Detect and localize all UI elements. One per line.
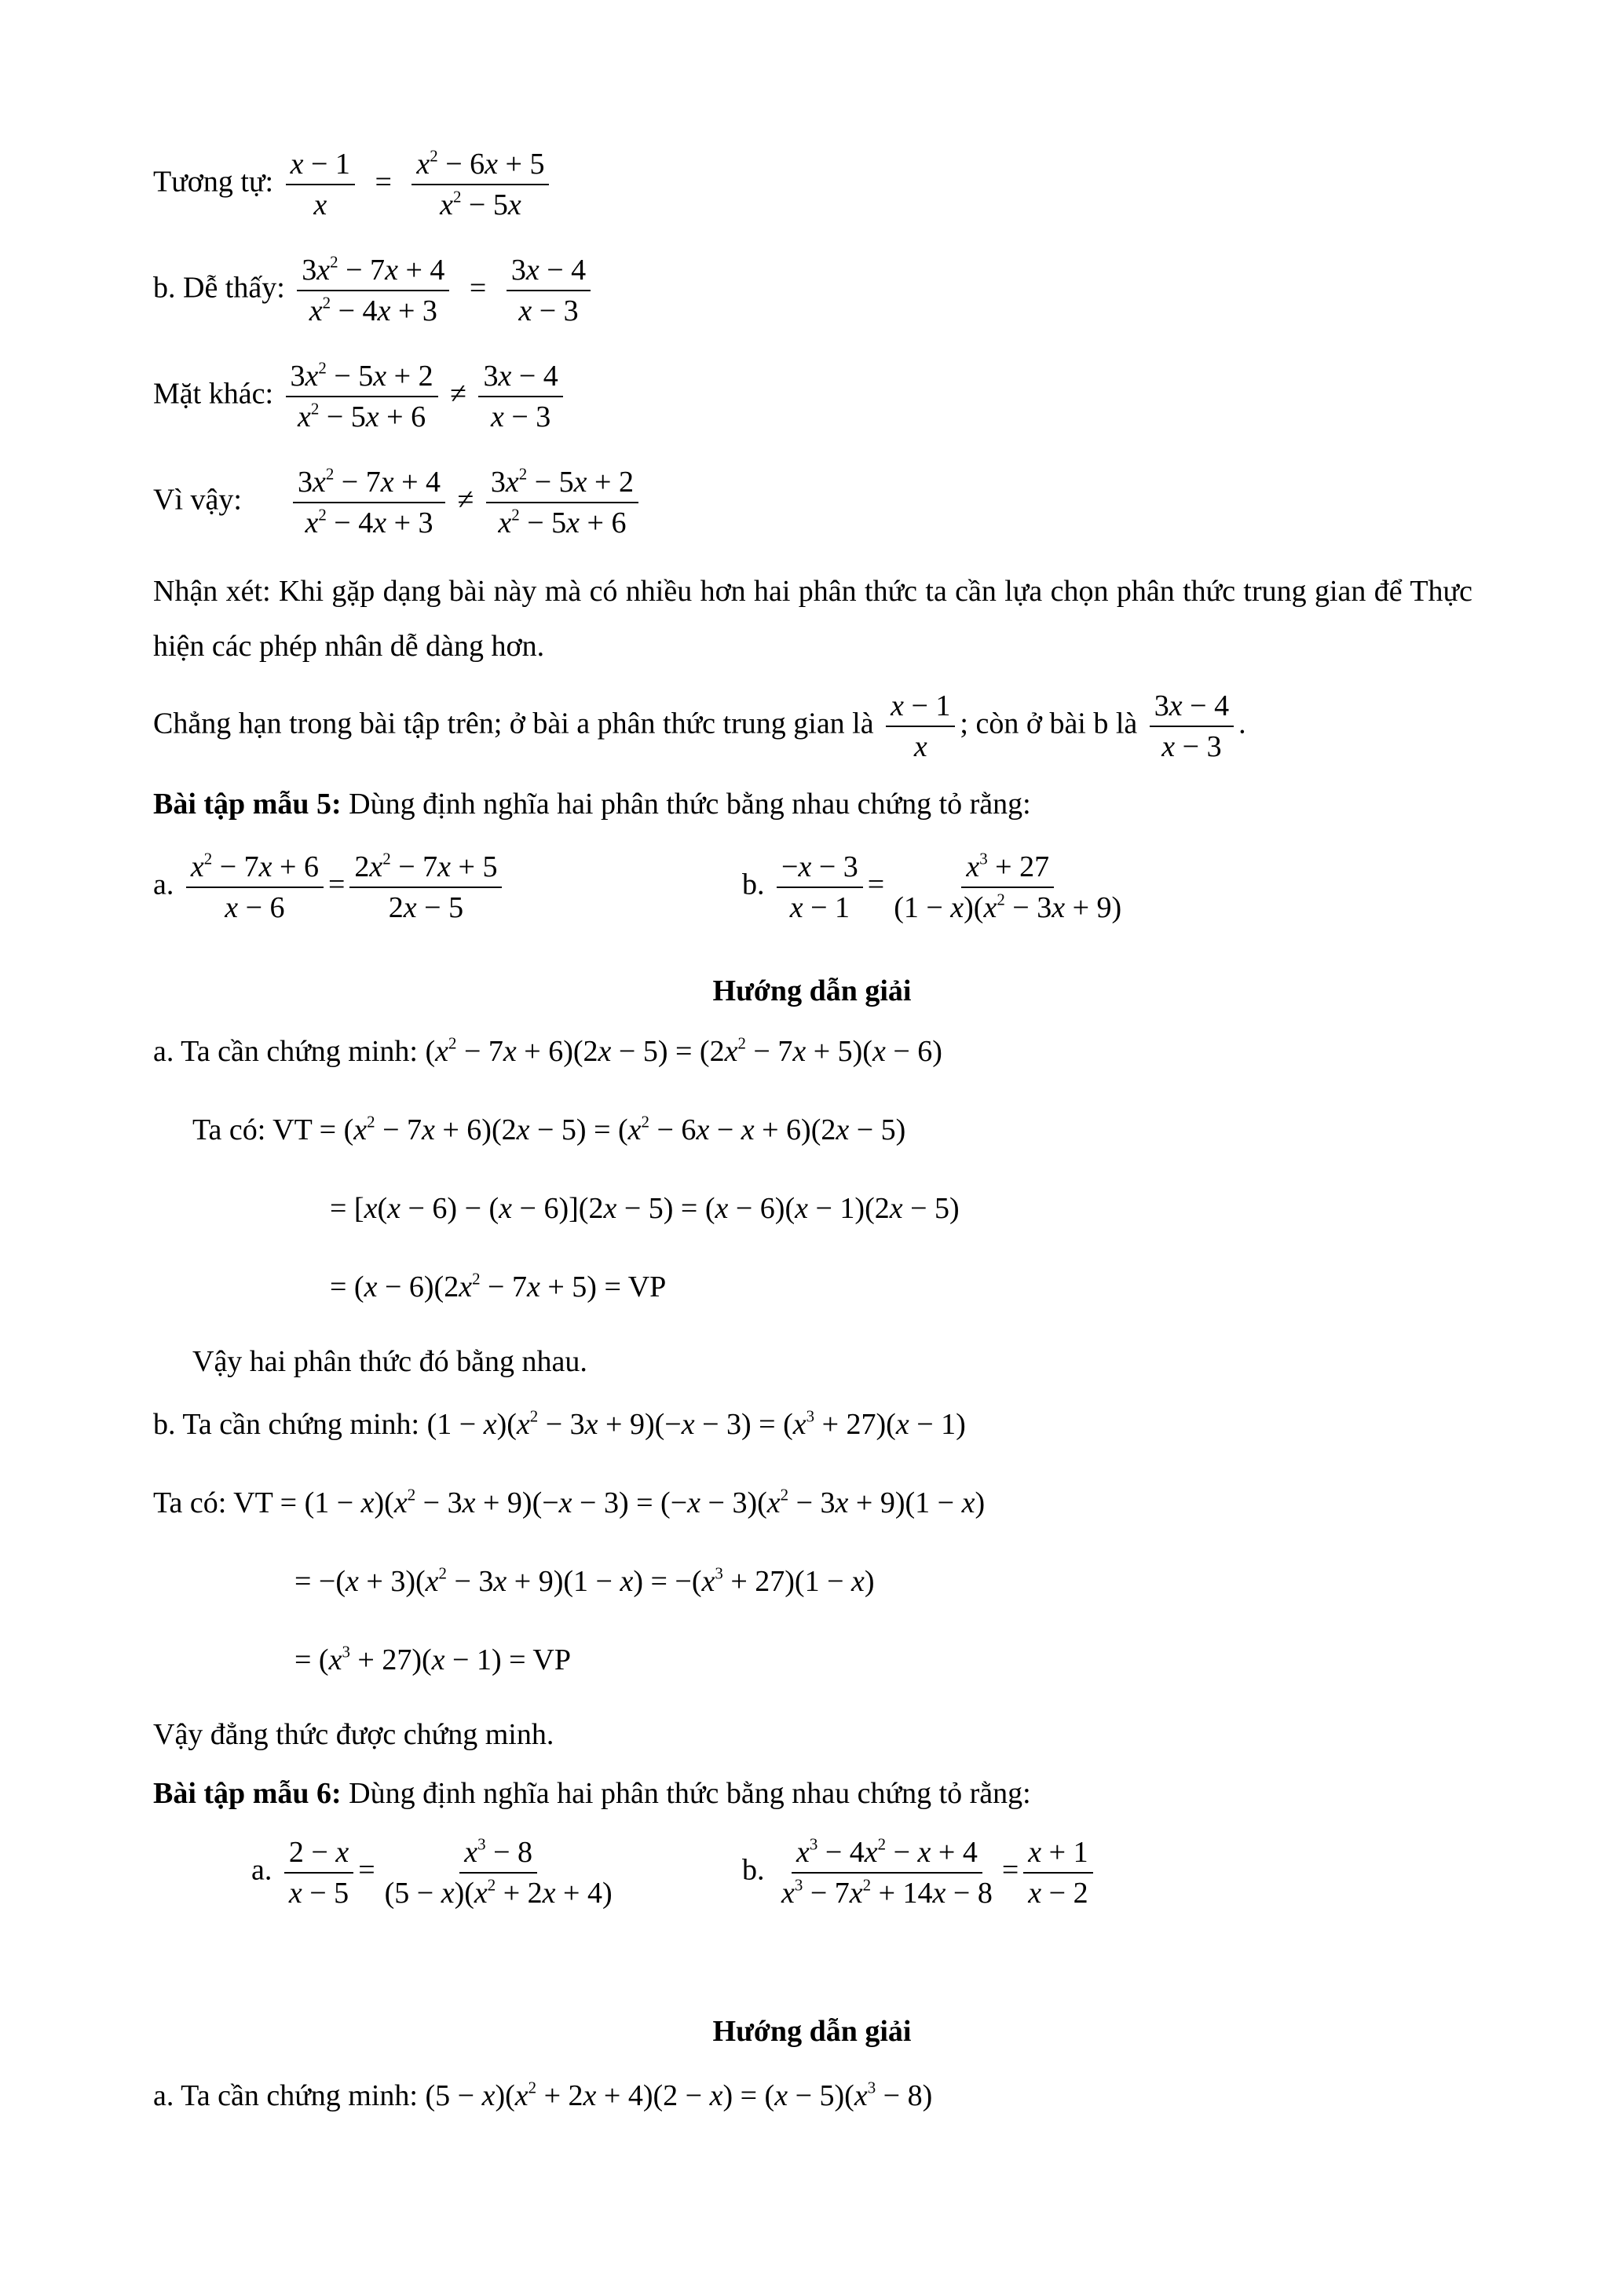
fraction: $\frac{3x - 4}{x - 3}$ [507,255,591,326]
fraction: $\frac{3x^2 - 7x + 4}{x^2 - 4x + 3}$ [297,255,449,326]
fraction: $\frac{x^3 - 8}{(5 - x)(x^2 + 2x + 4)}$ [384,1834,613,1910]
b-can-cm-label: b. Ta cần chứng minh: [153,1408,420,1441]
ta-co-line-1: Ta có: VT = $(x^2 - 7x + 6)(2x - 5) = (x^2 - 6x - x + 6)(2x - 5)$ [192,1112,906,1146]
a6-can-cm-label: a. Ta cần chứng minh: [153,2079,418,2112]
chang-han-text-a: Chẳng hạn trong bài tập trên; ở bài a phân thức trung gian là [153,707,874,740]
de-thay-label: b. Dễ thấy: [153,271,285,305]
bt5-heading [153,789,1031,819]
b-can-cm-line: b. Ta cần chứng minh: $(1 - x)(x^2 - 3x + 9)(-x - 3) = (x^3 + 27)(x - 1)$ [153,1406,966,1441]
fraction: $\frac{-x - 3}{x - 1}$ [777,852,863,923]
bt5-text: Dùng định nghĩa hai phân thức bằng nhau chứng tỏ rằng: [341,788,1031,821]
vi-vay-line: Vì vậy: $\frac{3x^2 - 7x + 4}{x^2 - 4x + 3}$ ≠ $\frac{3x^2 - 5x + 2}{x^2 - 5x + 6}$ [153,467,643,538]
vay-dang-thuc-line: Vậy đẳng thức được chứng minh. [153,1718,554,1751]
bt5-problems: a. $\frac{x^2 - 7x + 6}{x - 6}$ = $\frac{2x^2 - 7x + 5}{2x - 5}$ [153,852,507,923]
tuong-tu-label: Tương tự: [153,165,274,199]
vp-label: VP [627,1270,667,1303]
a6-can-cm-line: a. Ta cần chứng minh: $(5 - x)(x^2 + 2x + 4)(2 - x) = (x - 5)(x^3 - 8)$ [153,2078,933,2112]
chang-han-line: Chẳng hạn trong bài tập trên; ở bài a phân thức trung gian là $\frac{x - 1}{x}$ ; còn ở bài b là $\frac{3x - 4}{x - 3}$ . [153,689,1246,763]
fraction: $\frac{2 - x}{x - 5}$ [284,1837,353,1908]
a-can-cm-line: a. Ta cần chứng minh: $(x^2 - 7x + 6)(2x - 5) = (2x^2 - 7x + 5)(x - 6)$ [153,1033,942,1068]
tuong-tu-line: Tương tự: $\frac{x - 1}{x}$ = $\frac{x^2 - 6x + 5}{x^2 - 5x}$ [153,149,554,220]
huong-dan-heading-2: Hướng dẫn giải [712,2015,912,2048]
fraction: $\frac{3x - 4}{x - 3}$ [1150,691,1234,762]
a-label: a. [153,868,174,901]
huong-dan-heading-1: Hướng dẫn giải [712,974,912,1007]
ta-co-b-line-1: Ta có: VT = $(1 - x)(x^2 - 3x + 9)(-x - 3) = (-x - 3)(x^2 - 3x + 9)(1 - x)$ [153,1485,986,1519]
a-label: a. [251,1853,272,1887]
bt6-text: Dùng định nghĩa hai phân thức bằng nhau chứng tỏ rằng: [341,1777,1031,1810]
ta-co-label: Ta có: VT [192,1113,313,1146]
fraction: $\frac{3x^2 - 5x + 2}{x^2 - 5x + 6}$ [486,467,638,538]
fraction: $\frac{x - 1}{x}$ [286,149,355,220]
vp-label: VP [532,1643,571,1676]
ta-co-line-3: = $(x - 6)(2x^2 - 7x + 5)$ = VP [330,1269,667,1303]
bt5-title: Bài tập mẫu 5: [153,788,342,821]
vi-vay-label: Vì vậy: [153,483,242,517]
mat-khac-label: Mặt khác: [153,377,274,411]
fraction: $\frac{x^2 - 7x + 6}{x - 6}$ [186,852,324,923]
b-label: b. [742,1853,765,1887]
bt6-heading [153,1779,1031,1808]
b-label: b. [742,868,765,901]
chang-han-text-b: ; còn ở bài b là [960,707,1138,740]
fraction: $\frac{x^3 - 4x^2 - x + 4}{x^3 - 7x^2 + 14x - 8}$ [781,1834,993,1910]
nhan-xet-paragraph: Nhận xét: Khi gặp dạng bài này mà có nhiều hơn hai phân thức ta cần lựa chọn phân thức trung gian để Thực hiện các phép nhân dễ dàng hơn. [153,575,1472,663]
bt5-problem-b: b. $\frac{-x - 3}{x - 1}$ = $\frac{x^3 + 27}{(1 - x)(x^2 - 3x + 9)}$ [742,852,1131,923]
fraction: $\frac{x^2 - 6x + 5}{x^2 - 5x}$ [411,149,549,220]
fraction: $\frac{3x^2 - 7x + 4}{x^2 - 4x + 3}$ [293,467,445,538]
fraction: $\frac{3x^2 - 5x + 2}{x^2 - 5x + 6}$ [286,361,438,432]
ta-co-b-line-3: = $(x^3 + 27)(x - 1)$ = VP [294,1642,571,1676]
fraction: $\frac{x - 1}{x}$ [886,691,955,762]
fraction: $\frac{2x^2 - 7x + 5}{2x - 5}$ [349,852,502,923]
a-can-cm-label: a. Ta cần chứng minh: [153,1035,418,1068]
bt6-problem-a: a. $\frac{2 - x}{x - 5}$ = $\frac{x^3 - 8}{(5 - x)(x^2 + 2x + 4)}$ [251,1837,622,1908]
bt6-problem-b: b. $\frac{x^3 - 4x^2 - x + 4}{x^3 - 7x^2 + 14x - 8}$ = $\frac{x + 1}{x - 2}$ [742,1837,1098,1908]
mat-khac-line: Mặt khác: $\frac{3x^2 - 5x + 2}{x^2 - 5x + 6}$ ≠ $\frac{3x - 4}{x - 3}$ [153,361,568,432]
ta-co-b-line-2: = $-(x + 3)(x^2 - 3x + 9)(1 - x) = -(x^3 + 27)(1 - x)$ [294,1563,875,1598]
bt6-title: Bài tập mẫu 6: [153,1777,342,1810]
fraction: $\frac{3x - 4}{x - 3}$ [478,361,562,432]
fraction: $\frac{x + 1}{x - 2}$ [1023,1837,1092,1908]
ta-co-b-label: Ta có: VT [153,1486,273,1519]
de-thay-line: b. Dễ thấy: $\frac{3x^2 - 7x + 4}{x^2 - 4x + 3}$ = $\frac{3x - 4}{x - 3}$ [153,255,595,326]
vay-hai-line: Vậy hai phân thức đó bằng nhau. [192,1345,587,1378]
ta-co-line-2: = [x(x − 6) − (x − 6)](2x − 5) = (x − 6)(x − 1)(2x − 5) [330,1192,960,1225]
fraction: $\frac{x^3 + 27}{(1 - x)(x^2 - 3x + 9)}$ [894,849,1122,924]
